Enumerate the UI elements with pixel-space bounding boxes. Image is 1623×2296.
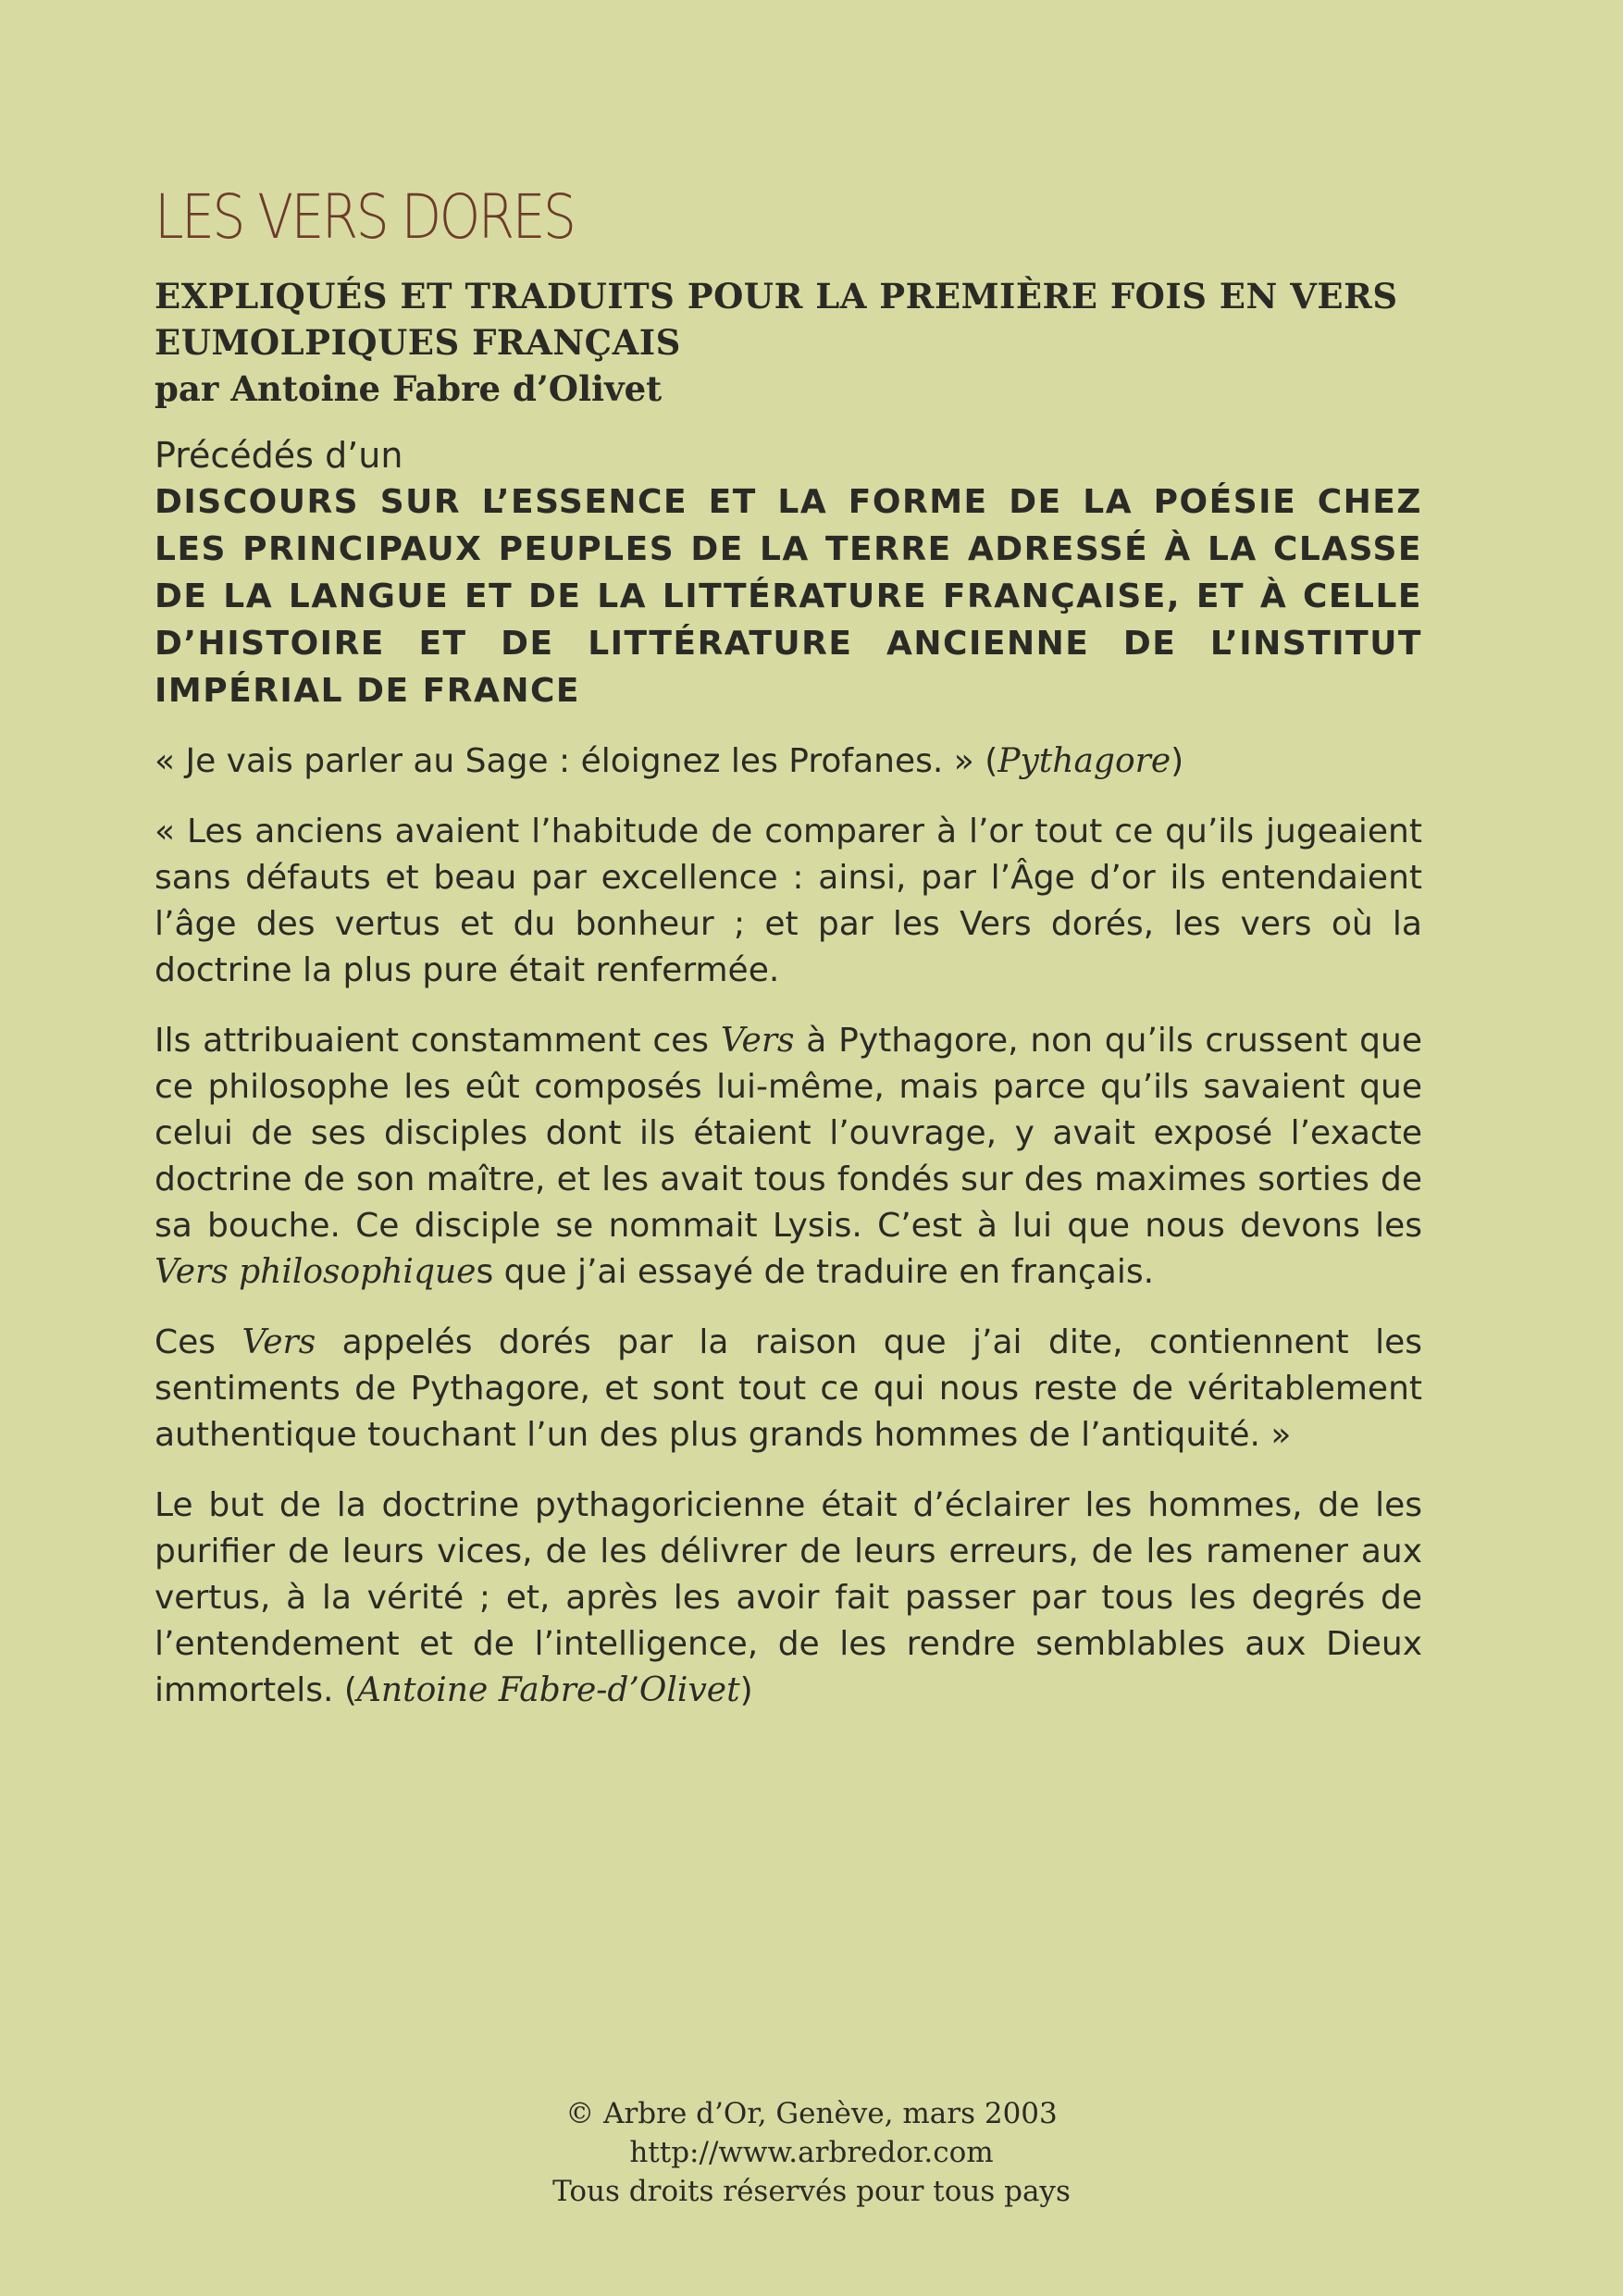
rights-line: Tous droits réservés pour tous pays (552, 2175, 1071, 2208)
paragraph-2 (155, 1018, 1422, 1296)
preceded-by-label: Précédés d’un (155, 435, 403, 476)
book-subtitle: EXPLIQUÉS ET TRADUITS POUR LA PREMIÈRE FOIS EN VERS EUMOLPIQUES FRANÇAIS (155, 276, 1398, 363)
paragraph-1: « Les anciens avaient l’habitude de comparer à l’or tout ce qu’ils jugeaient sans défauts et beau par excellence : ainsi, par l’Âge d’or ils entendaient l’âge des vertus et du bonheur ; et par les Vers dorés, les vers où la doctrine la plus pure était renfermée. (155, 813, 1422, 989)
paragraph-4-text-c: ) (739, 1671, 753, 1709)
epigraph-quote (155, 738, 1422, 785)
paragraph-3-text-a: Ces (155, 1323, 242, 1361)
paragraph-4-italic-author: Antoine Fabre-d’Olivet (356, 1671, 740, 1709)
paragraph-3 (155, 1320, 1422, 1458)
main-content (155, 180, 1422, 1714)
book-author: par Antoine Fabre d’Olivet (155, 368, 663, 409)
paragraph-4 (155, 1483, 1422, 1714)
paragraph-4-text-a: Le but de la doctrine pythagoricienne était d’éclairer les hommes, de les purifier de leurs vices, de les délivrer de leurs erreurs, de les ramener aux vertus, à la vérité ; et, après les avoir fait passer par tous les degrés de l’entendement et de l’intelligence, de les rendre semblables aux Dieux immortels. ( (155, 1486, 1422, 1709)
paragraph-2-italic-vers: Vers (720, 1022, 795, 1060)
discours-title: DISCOURS SUR L’ESSENCE ET LA FORME DE LA POÉSIE CHEZ LES PRINCIPAUX PEUPLES DE LA TERRE ADRESSÉ À LA CLASSE DE LA LANGUE ET DE LA LITTÉRATURE FRANÇAISE, ET À CELLE D’HISTOIRE ET DE LITTÉRATURE ANCIENNE DE L’INSTITUT IMPÉRIAL DE FRANCE (155, 483, 1422, 710)
paragraph-3-text-c: appelés dorés par la raison que j’ai dite, contiennent les sentiments de Pythagore, et sont tout ce qui nous reste de véritablement authentique touchant l’un des plus grands hommes de l’antiquité. » (155, 1323, 1422, 1454)
paragraph-2-text-a: Ils attribuaient constamment ces (155, 1022, 721, 1060)
quote-source: Pythagore (997, 742, 1171, 780)
website-url: http://www.arbredor.com (629, 2136, 994, 2169)
paragraph-2-text-c: à Pythagore, non qu’ils crussent que ce philosophe les eût composés lui-même, mais parce qu’ils savaient que celui de ses disciples dont ils étaient l’ouvrage, y avait exposé l’exacte doctrine de son maître, et les avait tous fondés sur des maximes sorties de sa bouche. Ce disciple se nommait Lysis. C’est à lui que nous devons les (155, 1022, 1422, 1245)
copyright-line: © Arbre d’Or, Genève, mars 2003 (565, 2097, 1058, 2130)
book-title: LES VERS DORES (155, 181, 575, 253)
publisher-footer (0, 2094, 1623, 2211)
paragraph-3-italic-vers: Vers (242, 1323, 316, 1361)
paragraph-2-italic-vers-philosophique: Vers philosophique (155, 1253, 477, 1291)
quote-close: ) (1171, 742, 1184, 780)
quote-text: « Je vais parler au Sage : éloignez les Profanes. » ( (155, 742, 998, 780)
paragraph-2-text-e: s que j’ai essayé de traduire en français. (476, 1253, 1155, 1291)
